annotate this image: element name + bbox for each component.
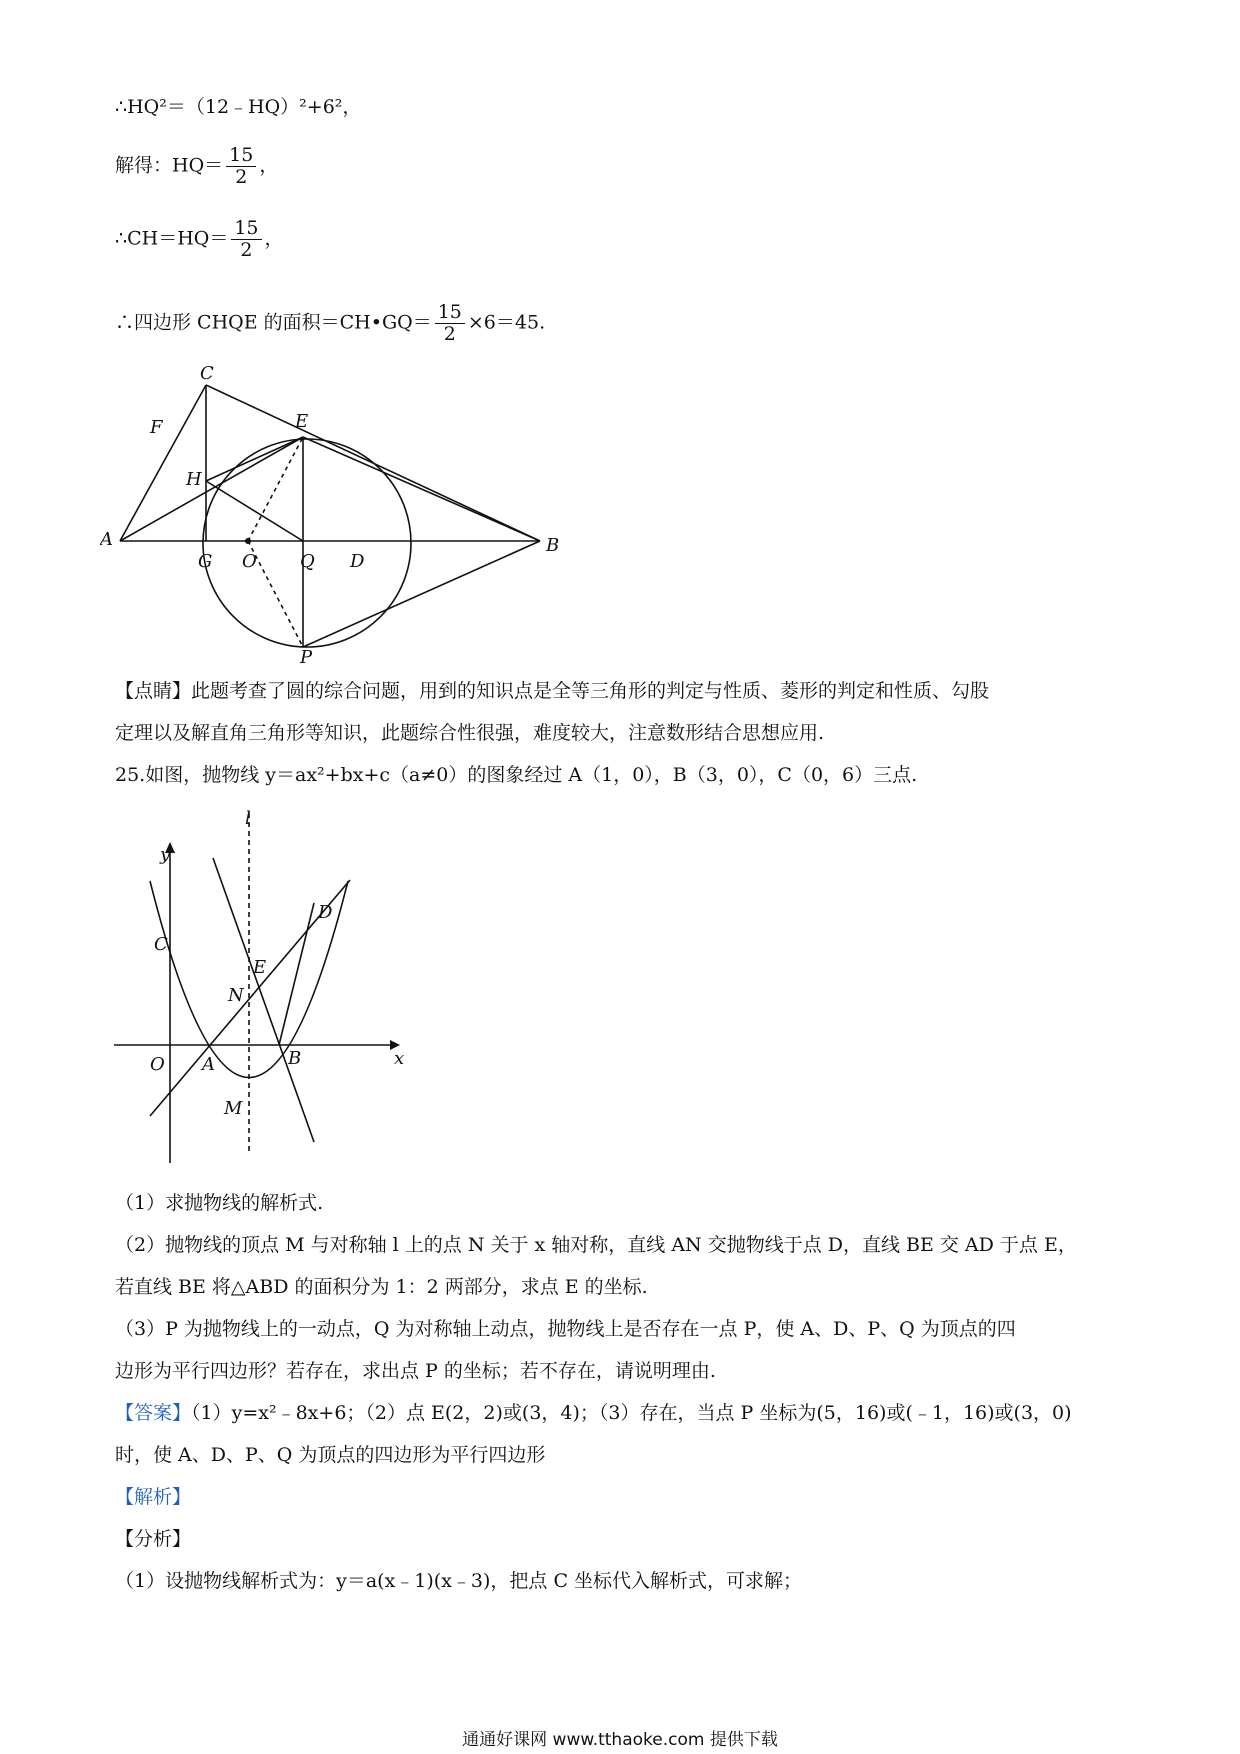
fenxi-tag: 【分析】 bbox=[115, 1528, 192, 1550]
jiexi-tag: 【解析】 bbox=[115, 1486, 192, 1508]
step-hq-equation: ∴HQ²＝（12﹣HQ）²+6²， bbox=[115, 96, 362, 118]
part-2-line1: （2）抛物线的顶点 M 与对称轴 l 上的点 N 关于 x 轴对称，直线 AN 交抛物线于点 D，直线 BE 交 AD 于点 E， bbox=[115, 1234, 1077, 1256]
dianjing-line2: 定理以及解直角三角形等知识，此题综合性很强，难度较大，注意数形结合思想应用. bbox=[115, 722, 825, 744]
step-ch-equals-hq: ∴CH＝HQ＝ $\frac{15}{2}$ ， bbox=[115, 217, 284, 261]
label-p: P bbox=[300, 647, 313, 665]
label-a: A bbox=[100, 529, 113, 550]
step-area: ∴四边形 CHQE 的面积＝CH•GQ＝ $\frac{15}{2}$ ×6＝45. bbox=[115, 301, 546, 345]
fraction: $\frac{15}{2}$ bbox=[226, 145, 256, 188]
page-footer: 通通好课网 www.tthaoke.com 提供下载 bbox=[462, 1730, 778, 1750]
line-ac bbox=[120, 385, 206, 541]
line-eb bbox=[303, 437, 540, 541]
center-point bbox=[245, 538, 251, 544]
label-q: Q bbox=[300, 551, 315, 572]
question-25-stem: 25.如图，抛物线 y＝ax²+bx+c（a≠0）的图象经过 A（1，0），B（3，0），C（0，6）三点. bbox=[115, 764, 918, 786]
label-h: H bbox=[186, 469, 202, 490]
part-1: （1）求抛物线的解析式. bbox=[115, 1192, 324, 1214]
part-3-line2: 边形为平行四边形？若存在，求出点 P 的坐标；若不存在，请说明理由. bbox=[115, 1360, 716, 1382]
label-d: D bbox=[350, 551, 365, 572]
label-c: C bbox=[154, 934, 168, 955]
label-e: E bbox=[253, 957, 267, 978]
label-y: y bbox=[160, 844, 171, 865]
answer-line2: 时，使 A、D、P、Q 为顶点的四边形为平行四边形 bbox=[115, 1444, 546, 1466]
line-bd bbox=[279, 903, 314, 1045]
answer-tag: 【答案】 bbox=[115, 1402, 192, 1424]
label-a: A bbox=[202, 1054, 215, 1075]
part-3-line1: （3）P 为抛物线上的一动点，Q 为对称轴上动点，抛物线上是否存在一点 P，使 A、D、P、Q 为顶点的四 bbox=[115, 1318, 1016, 1340]
fraction: $\frac{15}{2}$ bbox=[435, 302, 465, 345]
circle-geometry-figure bbox=[100, 365, 570, 665]
label-o: O bbox=[242, 551, 257, 572]
line-he bbox=[206, 437, 303, 481]
label-b: B bbox=[288, 1048, 302, 1069]
label-o: O bbox=[150, 1054, 165, 1075]
analysis-1: （1）设抛物线解析式为：y＝a(x﹣1)(x﹣3)，把点 C 坐标代入解析式，可求解； bbox=[115, 1570, 803, 1592]
fraction: $\frac{15}{2}$ bbox=[231, 218, 261, 261]
label-e: E bbox=[295, 411, 309, 432]
parabola-figure bbox=[100, 808, 420, 1168]
label-l: l bbox=[245, 808, 251, 829]
label-b: B bbox=[546, 535, 560, 556]
line-pb bbox=[303, 541, 540, 647]
label-n: N bbox=[228, 985, 244, 1006]
label-f: F bbox=[150, 417, 163, 438]
label-x: x bbox=[394, 1048, 405, 1069]
label-g: G bbox=[198, 551, 213, 572]
line-hq bbox=[206, 481, 303, 541]
dianjing-line1: 【点睛】此题考查了圆的综合问题，用到的知识点是全等三角形的判定与性质、菱形的判定和性质、勾股 bbox=[115, 680, 990, 702]
part-2-line2: 若直线 BE 将△ABD 的面积分为 1：2 两部分，求点 E 的坐标. bbox=[115, 1276, 648, 1298]
label-m: M bbox=[224, 1098, 243, 1119]
label-d: D bbox=[318, 902, 333, 923]
answer-line1: 【答案】（1）y=x²﹣8x+6；（2）点 E(2，2)或(3，4)；（3）存在，当点 P 坐标为(5，16)或(﹣1，16)或(3，0) bbox=[115, 1402, 1072, 1424]
label-c: C bbox=[200, 365, 214, 384]
step-solve-hq: 解得：HQ＝ $\frac{15}{2}$ ， bbox=[115, 144, 279, 188]
